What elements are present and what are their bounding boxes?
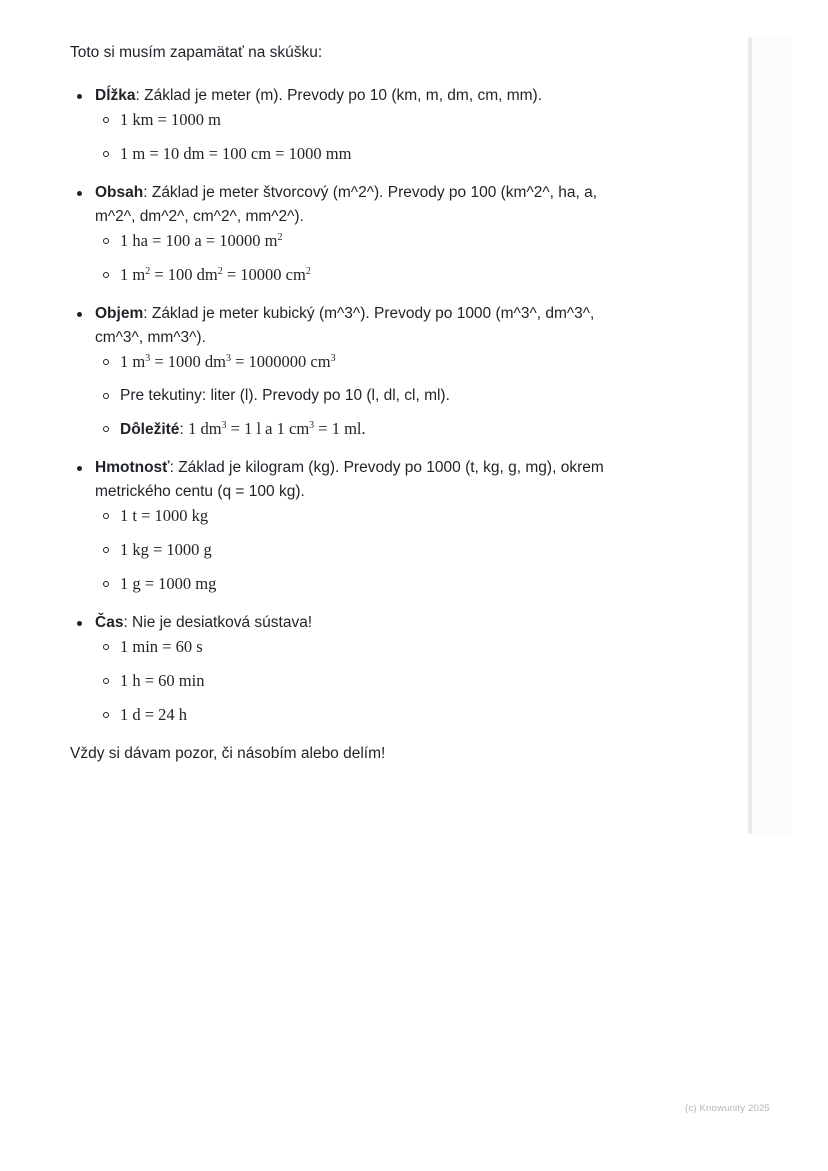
superscript: 3 (221, 420, 227, 431)
formula: 1 t = 1000 kg (120, 506, 209, 525)
side-divider (748, 37, 752, 834)
list-item (95, 142, 640, 167)
hollow-bullet-icon (103, 272, 109, 278)
formula: 1 $m^3 = 1000$ $dm^3 = 1000000$ $cm^3$ (120, 352, 336, 371)
section-text: : Základ je meter (m). Prevody po 10 (km, m, dm, cm, mm). (135, 87, 543, 104)
section-length (70, 84, 640, 167)
list-item (95, 635, 640, 660)
bullet-icon (77, 621, 82, 626)
bullet-icon (77, 94, 82, 99)
list-item (95, 229, 640, 254)
list-item (95, 572, 640, 597)
section-text: : Základ je meter kubický (m^3^). Prevody po 1000 (m^3^, dm^3^, cm^3^, mm^3^). (95, 305, 595, 346)
list-item (95, 108, 640, 133)
label-separator: : (179, 421, 189, 438)
formula: 1 d = 24 h (120, 705, 188, 724)
formula: 1 ha = 100 a = 10000 $m^2$ (120, 231, 283, 250)
section-area (70, 181, 640, 288)
superscript: 3 (309, 420, 315, 431)
superscript: 3 (225, 353, 231, 364)
formula: 1 min = 60 s (120, 637, 203, 656)
section-list (70, 84, 640, 728)
list-item (95, 384, 640, 408)
formula: 1 $dm^3 = 1$ l a 1 $cm^3 = 1$ ml. (188, 419, 366, 438)
superscript: 3 (330, 353, 336, 364)
superscript: 2 (145, 266, 151, 277)
closing-note: Vždy si dávam pozor, či násobím alebo delím! (70, 745, 386, 762)
formula: 1 m = 10 dm = 100 cm = 1000 mm (120, 144, 352, 163)
bullet-icon (77, 191, 82, 196)
sub-list (95, 229, 640, 288)
section-mass (70, 456, 640, 597)
list-item (95, 538, 640, 563)
formula: 1 kg = 1000 g (120, 540, 212, 559)
hollow-bullet-icon (103, 151, 109, 157)
section-time (70, 611, 640, 728)
sub-list (95, 350, 640, 442)
section-label: Čas (95, 614, 124, 631)
important-label: Dôležité (120, 421, 180, 438)
section-text: : Základ je kilogram (kg). Prevody po 1000 (t, kg, g, mg), okrem metrického centu (q = 100 kg). (95, 459, 604, 500)
list-item (95, 504, 640, 529)
hollow-bullet-icon (103, 644, 109, 650)
section-volume (70, 302, 640, 442)
sub-list (95, 504, 640, 597)
hollow-bullet-icon (103, 426, 109, 432)
superscript: 2 (217, 266, 223, 277)
side-panel (752, 37, 792, 834)
hollow-bullet-icon (103, 117, 109, 123)
hollow-bullet-icon (103, 513, 109, 519)
superscript: 3 (145, 353, 151, 364)
bullet-icon (77, 466, 82, 471)
document-body (70, 41, 640, 766)
bullet-icon (77, 312, 82, 317)
list-item (95, 669, 640, 694)
section-label: Dĺžka (95, 87, 136, 104)
sub-list (95, 108, 640, 167)
list-item (95, 350, 640, 375)
section-label: Obsah (95, 184, 144, 201)
superscript: 2 (305, 266, 311, 277)
hollow-bullet-icon (103, 359, 109, 365)
list-item (95, 263, 640, 288)
hollow-bullet-icon (103, 712, 109, 718)
note-text: Pre tekutiny: liter (l). Prevody po 10 (l, dl, cl, ml). (120, 387, 450, 404)
hollow-bullet-icon (103, 581, 109, 587)
hollow-bullet-icon (103, 547, 109, 553)
hollow-bullet-icon (103, 393, 109, 399)
section-label: Objem (95, 305, 144, 322)
formula: 1 h = 60 min (120, 671, 205, 690)
section-text: : Základ je meter štvorcový (m^2^). Prevody po 100 (km^2^, ha, a, m^2^, dm^2^, cm^2^, mm^2^). (95, 184, 598, 225)
formula: 1 km = 1000 m (120, 110, 221, 129)
hollow-bullet-icon (103, 238, 109, 244)
superscript: 2 (277, 232, 283, 243)
list-item (95, 703, 640, 728)
intro-text: Toto si musím zapamätať na skúšku: (70, 44, 323, 61)
hollow-bullet-icon (103, 678, 109, 684)
formula: 1 g = 1000 mg (120, 574, 217, 593)
list-item (95, 417, 640, 442)
formula: 1 $m^2 = 100$ $dm^2 = 10000$ $cm^2$ (120, 265, 311, 284)
sub-list (95, 635, 640, 728)
section-label: Hmotnosť (95, 459, 170, 476)
copyright-footer: (c) Knowunity 2025 (685, 1103, 770, 1114)
section-text: : Nie je desiatková sústava! (123, 614, 313, 631)
